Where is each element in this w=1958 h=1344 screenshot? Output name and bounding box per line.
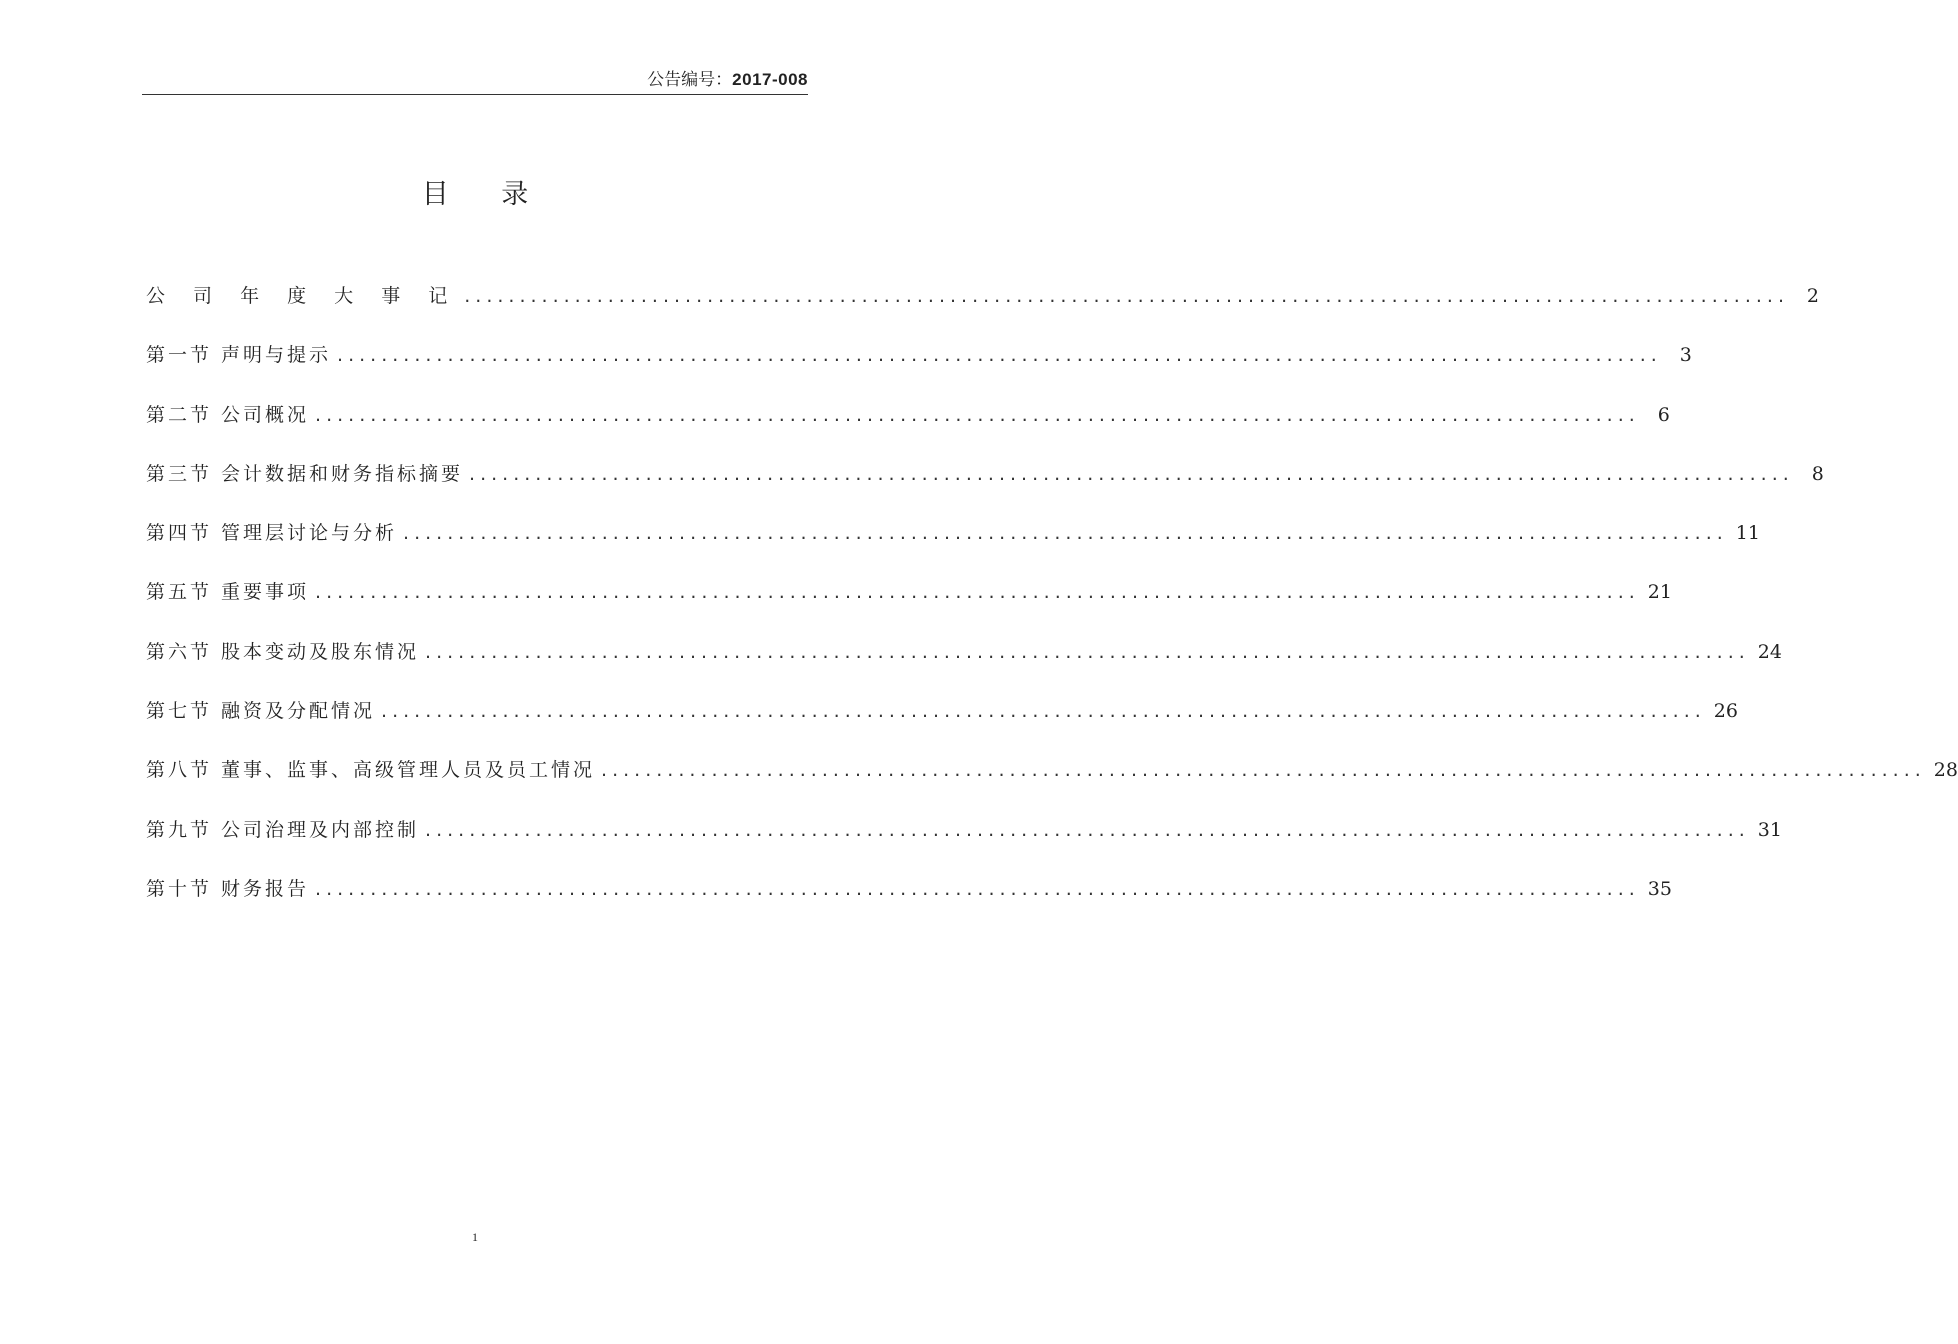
toc-leader-dots: ........................................................................................................................ [469, 462, 1794, 485]
toc-entry-page: 3 [1679, 344, 1692, 367]
toc-leader-dots: ........................................................................................................................ [315, 877, 1640, 900]
toc-entry[interactable] [146, 280, 1819, 339]
toc-entry[interactable] [146, 814, 1782, 873]
toc-entry-label: 第九节 公司治理及内部控制 [146, 818, 420, 841]
toc-entry-label: 第二节 公司概况 [146, 403, 310, 426]
toc-entry-page: 31 [1757, 818, 1782, 841]
toc-entry-page: 24 [1757, 640, 1782, 663]
toc-leader-dots: ........................................................................................................................ [315, 581, 1640, 604]
toc-entry-page: 2 [1806, 285, 1819, 307]
toc-entry[interactable] [146, 576, 1672, 635]
toc-entry-label: 第五节 重要事项 [146, 581, 310, 604]
toc-entry-label: 第一节 声明与提示 [146, 344, 332, 367]
toc-leader-dots: ........................................................................................................................ [425, 818, 1750, 841]
toc-entry-page: 8 [1811, 462, 1824, 485]
page-number: 1 [472, 1230, 478, 1244]
page-title: 目 录 [421, 179, 551, 210]
toc-leader-dots: ........................................................................................................................ [381, 700, 1706, 723]
toc-entry-page: 21 [1647, 581, 1672, 604]
announcement-number: 2017-008 [732, 70, 808, 89]
toc-entry-page: 35 [1647, 877, 1672, 900]
toc-entry[interactable] [146, 517, 1760, 576]
toc-entry-page: 28 [1933, 759, 1958, 782]
toc-entry-label: 第十节 财务报告 [146, 877, 310, 900]
announcement-number-label: 公告编号： [647, 70, 733, 90]
toc-leader-dots: ........................................................................................................................ [315, 403, 1640, 426]
toc-entry[interactable] [146, 339, 1692, 398]
toc-entry[interactable] [146, 695, 1738, 754]
toc-leader-dots: ........................................................................................................................ [403, 522, 1728, 545]
toc-leader-dots: ........................................................................................................................ [601, 759, 1926, 782]
toc-entry[interactable] [146, 754, 1958, 813]
document-header [142, 66, 808, 95]
toc-entry-label: 第三节 会计数据和财务指标摘要 [146, 462, 464, 485]
toc-entry-label: 第四节 管理层讨论与分析 [146, 522, 398, 545]
toc-leader-dots: ........................................................................................................................ [425, 640, 1750, 663]
toc-entry-label: 第八节 董事、监事、高级管理人员及员工情况 [146, 759, 596, 782]
toc-entry-page: 6 [1657, 403, 1670, 426]
toc-entry[interactable] [146, 458, 1824, 517]
toc-entry-label: 第七节 融资及分配情况 [146, 700, 376, 723]
toc-entry-page: 26 [1713, 700, 1738, 723]
toc-entry-label: 第六节 股本变动及股东情况 [146, 640, 420, 663]
toc-entry[interactable] [146, 399, 1670, 458]
toc-entry-page: 11 [1735, 522, 1760, 545]
toc-leader-dots: ........................................................................................................................ [464, 285, 1789, 307]
toc-entry[interactable] [146, 873, 1672, 932]
table-of-contents [146, 280, 1958, 932]
toc-entry-label: 公 司 年 度 大 事 记 [146, 285, 459, 307]
toc-entry[interactable] [146, 636, 1782, 695]
toc-leader-dots: ........................................................................................................................ [337, 344, 1662, 367]
